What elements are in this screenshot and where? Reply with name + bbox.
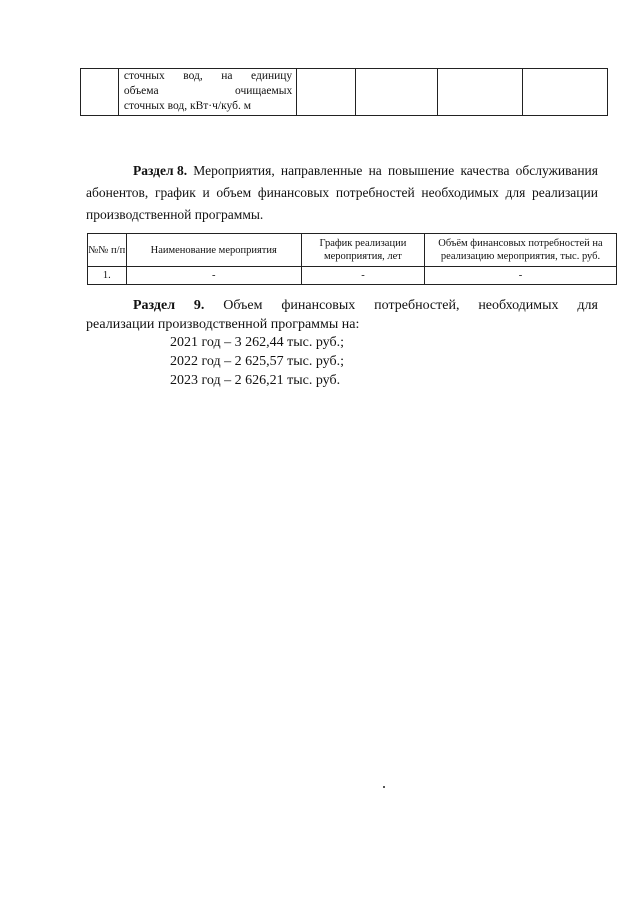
word: потребностей xyxy=(335,185,415,200)
table-cell xyxy=(356,69,438,116)
word: реализации xyxy=(531,185,598,200)
year-2023: 2023 год – 2 626,21 тыс. руб. xyxy=(170,373,341,388)
word: для xyxy=(577,298,598,313)
word: финансовых xyxy=(281,298,356,313)
word: очищаемых xyxy=(235,85,293,97)
cell-line-3: сточных вод, кВт·ч/куб. м xyxy=(123,100,251,112)
section-8-label: Раздел 8. xyxy=(133,163,188,178)
section-9-number: 9. xyxy=(193,298,205,313)
row-finance: - xyxy=(424,267,616,285)
section-8-line-1 xyxy=(86,160,598,182)
word: необходимых xyxy=(421,185,499,200)
table-cell xyxy=(81,69,119,116)
word: объем xyxy=(216,185,252,200)
word: для xyxy=(505,185,526,200)
word: Объем xyxy=(223,298,263,313)
table-cell xyxy=(297,69,356,116)
word: абонентов, xyxy=(86,185,149,200)
cell-line-2 xyxy=(124,84,292,99)
scan-speck xyxy=(383,786,385,788)
header-schedule: График реализации мероприятия, лет xyxy=(301,234,424,267)
word: на xyxy=(368,163,382,178)
word: потребностей, xyxy=(374,298,460,313)
word: необходимых xyxy=(478,298,559,313)
section-8-text xyxy=(86,160,598,226)
word: сточных xyxy=(123,70,165,82)
section-8-line-3: производственной программы. xyxy=(86,207,264,222)
row-schedule: - xyxy=(301,267,424,285)
word: повышение xyxy=(388,163,455,178)
year-2022: 2022 год – 2 625,57 тыс. руб.; xyxy=(170,354,344,369)
row-number: 1. xyxy=(88,267,127,285)
section-8-line-2 xyxy=(86,182,598,204)
word: направленные xyxy=(280,163,363,178)
section-9-line-1 xyxy=(86,296,598,315)
word: единицу xyxy=(251,70,293,82)
row-name: - xyxy=(126,267,301,285)
year-2021: 2021 год – 3 262,44 тыс. руб.; xyxy=(170,335,344,350)
word: вод, xyxy=(183,70,203,82)
section-9-text xyxy=(86,296,598,334)
word: обслуживания xyxy=(515,163,598,178)
word: объема xyxy=(123,85,159,97)
header-finance: Объём финансовых потребностей на реализацию мероприятия, тыс. руб. xyxy=(424,234,616,267)
word: финансовых xyxy=(257,185,330,200)
word: на xyxy=(221,70,233,82)
section-9-line-2: реализации производственной программы на: xyxy=(86,317,360,332)
cell-line-1 xyxy=(124,69,292,84)
financial-years-list xyxy=(170,333,344,390)
header-name: Наименование мероприятия xyxy=(126,234,301,267)
word: и xyxy=(202,185,210,200)
header-number: №№ п/п xyxy=(88,234,127,267)
measures-table xyxy=(87,233,617,285)
word: Мероприятия, xyxy=(193,163,275,178)
indicator-cell xyxy=(118,69,296,116)
word: качества xyxy=(460,163,510,178)
table-cell xyxy=(438,69,523,116)
table-cell xyxy=(523,69,608,116)
word: график xyxy=(154,185,196,200)
section-9-label: Раздел xyxy=(133,298,176,313)
continuation-table xyxy=(80,68,608,116)
